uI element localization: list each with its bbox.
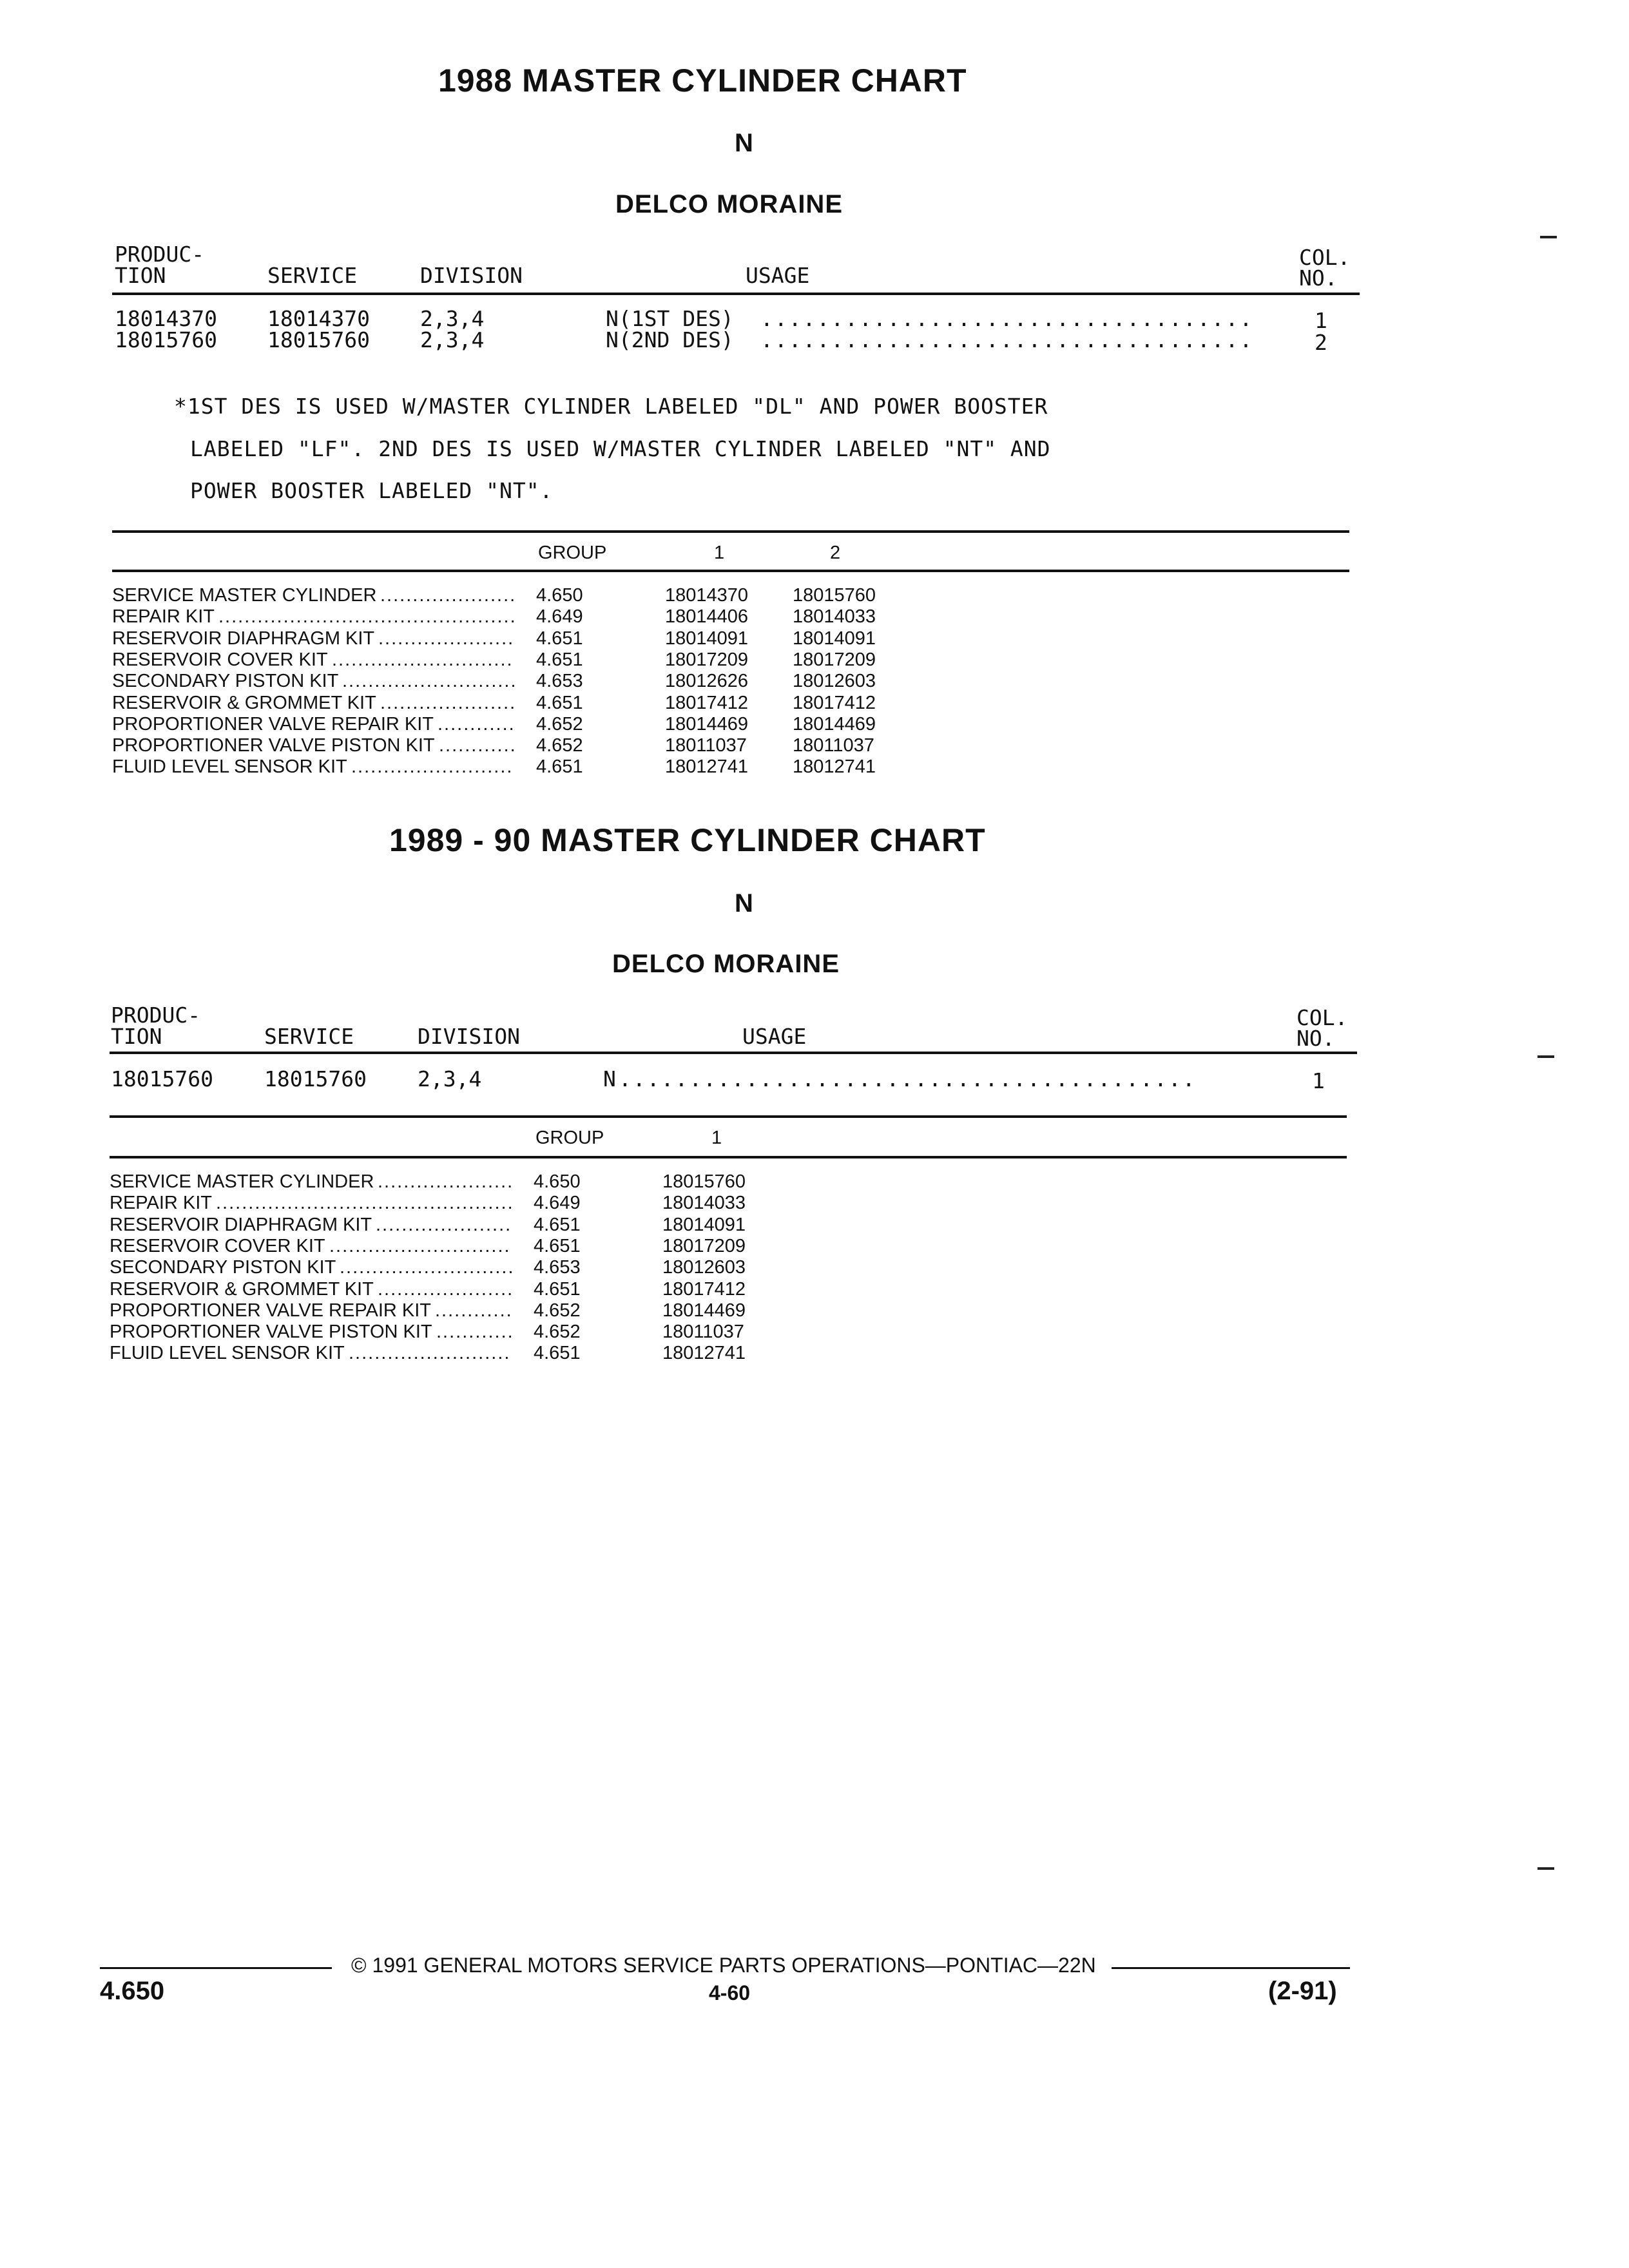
part-group: 4.652: [534, 1321, 581, 1343]
part-group: 4.652: [536, 735, 583, 756]
part-group: 4.651: [534, 1343, 581, 1364]
header-rule: [112, 293, 1360, 295]
parts-top-rule: [110, 1115, 1347, 1118]
division-value: 2,3,4: [420, 306, 485, 331]
parts-header-col-1: 1: [711, 1128, 722, 1148]
part-group: 4.651: [534, 1278, 581, 1300]
footnote-line-2: LABELED "LF". 2ND DES IS USED W/MASTER CYLINDER LABELED "NT" AND: [190, 436, 1051, 461]
leader-dots: ...........................: [342, 671, 517, 692]
margin-mark: [1537, 1055, 1554, 1058]
col-header-division: DIVISION: [420, 263, 523, 288]
part-number: 18014033: [793, 606, 876, 628]
col-header-colno-1: COL.: [1296, 1005, 1348, 1030]
leader-dots: .....................: [378, 1278, 514, 1300]
leader-dots: ............: [438, 713, 516, 735]
part-name: RESERVOIR COVER KIT: [110, 1235, 325, 1256]
leader-dots: .....................: [378, 628, 515, 649]
service-number: 18015760: [264, 1066, 367, 1091]
col-number: 1: [1315, 308, 1327, 333]
division-value: 2,3,4: [418, 1066, 482, 1091]
part-number: 18014033: [662, 1193, 746, 1214]
section-code-1989-90: N: [735, 889, 754, 918]
col-header-usage: USAGE: [746, 263, 810, 288]
part-name: SERVICE MASTER CYLINDER: [112, 585, 377, 606]
service-number: 18014370: [267, 306, 370, 331]
part-name: PROPORTIONER VALVE PISTON KIT: [110, 1321, 432, 1343]
part-number: 18014091: [662, 1214, 746, 1235]
part-group: 4.651: [534, 1214, 581, 1235]
part-group: 4.650: [536, 585, 583, 606]
part-group: 4.653: [534, 1257, 581, 1278]
parts-header-rule: [112, 570, 1349, 572]
part-name: FLUID LEVEL SENSOR KIT: [112, 756, 347, 778]
part-name: SECONDARY PISTON KIT: [110, 1257, 336, 1278]
part-number: 18012741: [665, 756, 749, 778]
part-number: 18012741: [793, 756, 876, 778]
section-code-1988: N: [735, 129, 754, 157]
part-name: REPAIR KIT: [112, 606, 215, 628]
leader-dots: .....................: [376, 1214, 512, 1235]
part-number: 18015760: [662, 1171, 746, 1192]
part-group: 4.651: [536, 628, 583, 649]
part-name: RESERVOIR & GROMMET KIT: [110, 1278, 374, 1300]
leader-dots: .........................: [351, 756, 514, 778]
page-number: 4-60: [709, 1981, 751, 2004]
parts-header-group: GROUP: [538, 543, 607, 563]
col-header-colno-2: NO.: [1296, 1026, 1335, 1051]
part-group: 4.651: [536, 756, 583, 778]
part-number: 18014469: [793, 713, 876, 735]
part-number: 18012603: [662, 1257, 746, 1278]
leader-dots: .....................: [380, 585, 517, 606]
part-number: 18014469: [665, 713, 749, 735]
part-name: RESERVOIR DIAPHRAGM KIT: [112, 628, 375, 649]
usage-value: N(1ST DES): [606, 306, 734, 331]
header-rule: [110, 1052, 1357, 1054]
leader-dots: .....................: [378, 1171, 514, 1192]
parts-header-group: GROUP: [535, 1128, 604, 1148]
col-header-division: DIVISION: [418, 1024, 520, 1049]
part-number: 18011037: [793, 735, 874, 756]
part-group: 4.651: [534, 1235, 581, 1256]
part-name: PROPORTIONER VALVE PISTON KIT: [112, 735, 435, 756]
part-name: RESERVOIR COVER KIT: [112, 649, 328, 670]
parts-header-col-2: 2: [830, 543, 841, 563]
footnote-line-3: POWER BOOSTER LABELED "NT".: [190, 478, 554, 503]
part-group: 4.652: [534, 1300, 581, 1321]
copyright-notice: © 1991 GENERAL MOTORS SERVICE PARTS OPERATIONS—PONTIAC—22N: [351, 1954, 1096, 1977]
footer-rule-left: [100, 1967, 332, 1969]
usage-value: N: [603, 1066, 616, 1091]
leader-dots: ...........................: [340, 1257, 515, 1278]
parts-header-rule: [110, 1156, 1347, 1158]
col-number: 1: [1312, 1068, 1325, 1093]
leader-dots: ............: [435, 1300, 513, 1321]
part-name: FLUID LEVEL SENSOR KIT: [110, 1343, 345, 1364]
page-title-1988: 1988 MASTER CYLINDER CHART: [438, 62, 967, 99]
leader-dots: ...................................: [760, 306, 1254, 331]
col-header-production-2: TION: [115, 263, 166, 288]
part-number: 18017209: [665, 649, 749, 670]
col-number: 2: [1315, 330, 1327, 355]
part-number: 18017209: [662, 1235, 746, 1256]
leader-dots: .........................................: [619, 1066, 1197, 1091]
part-group: 4.651: [536, 649, 583, 670]
part-number: 18017412: [662, 1278, 746, 1300]
part-name: PROPORTIONER VALVE REPAIR KIT: [110, 1300, 432, 1321]
production-number: 18015760: [111, 1066, 213, 1091]
footnote-line-1: *1ST DES IS USED W/MASTER CYLINDER LABELED "DL" AND POWER BOOSTER: [174, 394, 1048, 419]
leader-dots: ............................: [332, 649, 514, 670]
division-value: 2,3,4: [420, 327, 485, 352]
part-group: 4.650: [534, 1171, 581, 1192]
leader-dots: ..............................................: [218, 606, 517, 628]
part-name: RESERVOIR DIAPHRAGM KIT: [110, 1214, 372, 1235]
part-number: 18014370: [665, 585, 749, 606]
col-header-service: SERVICE: [264, 1024, 354, 1049]
production-number: 18014370: [115, 306, 217, 331]
maker-1989-90: DELCO MORAINE: [612, 950, 840, 978]
part-number: 18017412: [793, 692, 876, 713]
part-name: REPAIR KIT: [110, 1193, 212, 1214]
col-header-production-1: PRODUC-: [115, 242, 205, 267]
maker-1988: DELCO MORAINE: [615, 190, 843, 218]
part-number: 18011037: [665, 735, 747, 756]
part-name: SECONDARY PISTON KIT: [112, 671, 339, 692]
part-number: 18011037: [662, 1321, 744, 1343]
margin-mark: [1537, 1867, 1554, 1870]
production-number: 18015760: [115, 327, 217, 352]
leader-dots: .........................: [349, 1343, 511, 1364]
parts-header-col-1: 1: [714, 543, 725, 563]
part-group: 4.652: [536, 713, 583, 735]
part-number: 18012741: [662, 1343, 746, 1364]
part-group: 4.651: [536, 692, 583, 713]
leader-dots: ............: [439, 735, 517, 756]
part-name: SERVICE MASTER CYLINDER: [110, 1171, 374, 1192]
part-number: 18014469: [662, 1300, 746, 1321]
part-number: 18014091: [665, 628, 749, 649]
page-title-1989-90: 1989 - 90 MASTER CYLINDER CHART: [389, 822, 986, 858]
service-number: 18015760: [267, 327, 370, 352]
part-group: 4.649: [534, 1193, 581, 1214]
footer-rule-right: [1112, 1967, 1350, 1969]
leader-dots: ............................: [329, 1235, 511, 1256]
part-number: 18014406: [665, 606, 749, 628]
margin-mark: [1540, 236, 1557, 238]
col-header-service: SERVICE: [267, 263, 358, 288]
part-number: 18014091: [793, 628, 876, 649]
col-header-usage: USAGE: [742, 1024, 807, 1049]
part-group: 4.653: [536, 671, 583, 692]
leader-dots: ...................................: [760, 327, 1254, 352]
part-group: 4.649: [536, 606, 583, 628]
usage-value: N(2ND DES): [606, 327, 734, 352]
col-header-production-1: PRODUC-: [111, 1003, 201, 1028]
leader-dots: ..............................................: [216, 1193, 514, 1214]
leader-dots: ............: [436, 1321, 514, 1343]
part-name: RESERVOIR & GROMMET KIT: [112, 692, 376, 713]
col-header-colno-1: COL.: [1299, 245, 1351, 270]
part-number: 18012603: [793, 671, 876, 692]
part-number: 18012626: [665, 671, 749, 692]
leader-dots: .....................: [380, 692, 517, 713]
part-number: 18015760: [793, 585, 876, 606]
parts-top-rule: [112, 530, 1349, 533]
revision-date: (2-91): [1268, 1977, 1337, 2005]
part-name: PROPORTIONER VALVE REPAIR KIT: [112, 713, 434, 735]
col-header-colno-2: NO.: [1299, 265, 1338, 291]
group-reference: 4.650: [100, 1977, 165, 2005]
part-number: 18017209: [793, 649, 876, 670]
part-number: 18017412: [665, 692, 749, 713]
col-header-production-2: TION: [111, 1024, 162, 1049]
